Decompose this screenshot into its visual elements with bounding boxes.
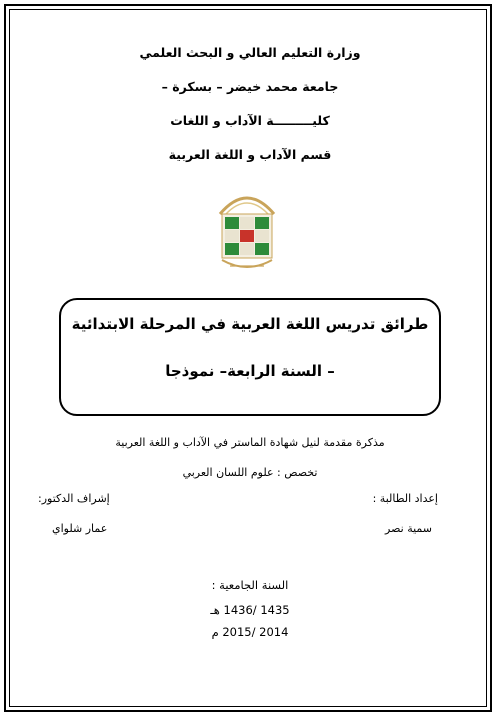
prepared-by-label: إعداد الطالبة : [372,492,438,505]
thesis-subtitle: – السنة الرابعة– نموذجا [165,362,335,380]
thesis-title: طرائق تدريس اللغة العربية في المرحلة الابتدائية [71,315,429,333]
supervisor-name: عمار شلواي [52,522,108,535]
supervisor-label: إشراف الدكتور: [38,492,110,505]
student-name: سمية نصر [385,522,432,535]
ministry-name: وزارة التعليم العالي و البحث العلمي [139,45,361,60]
university-name: جامعة محمد خيضر – بسكرة – [161,79,339,94]
academic-year-hijri: 1435 /1436 هـ [210,603,290,617]
academic-year-gregorian: 2014 /2015 م [211,625,289,639]
faculty-name: كليـــــــــة الآداب و اللغات [170,113,330,128]
academic-year-label: السنة الجامعية : [211,578,289,592]
memo-description: مذكرة مقدمة لنيل شهادة الماستر في الآداب و اللغة العربية [115,436,385,449]
specialization: تخصص : علوم اللسان العربي [182,466,318,479]
department-name: قسم الآداب و اللغة العربية [168,147,332,162]
university-seal-icon [212,184,282,272]
